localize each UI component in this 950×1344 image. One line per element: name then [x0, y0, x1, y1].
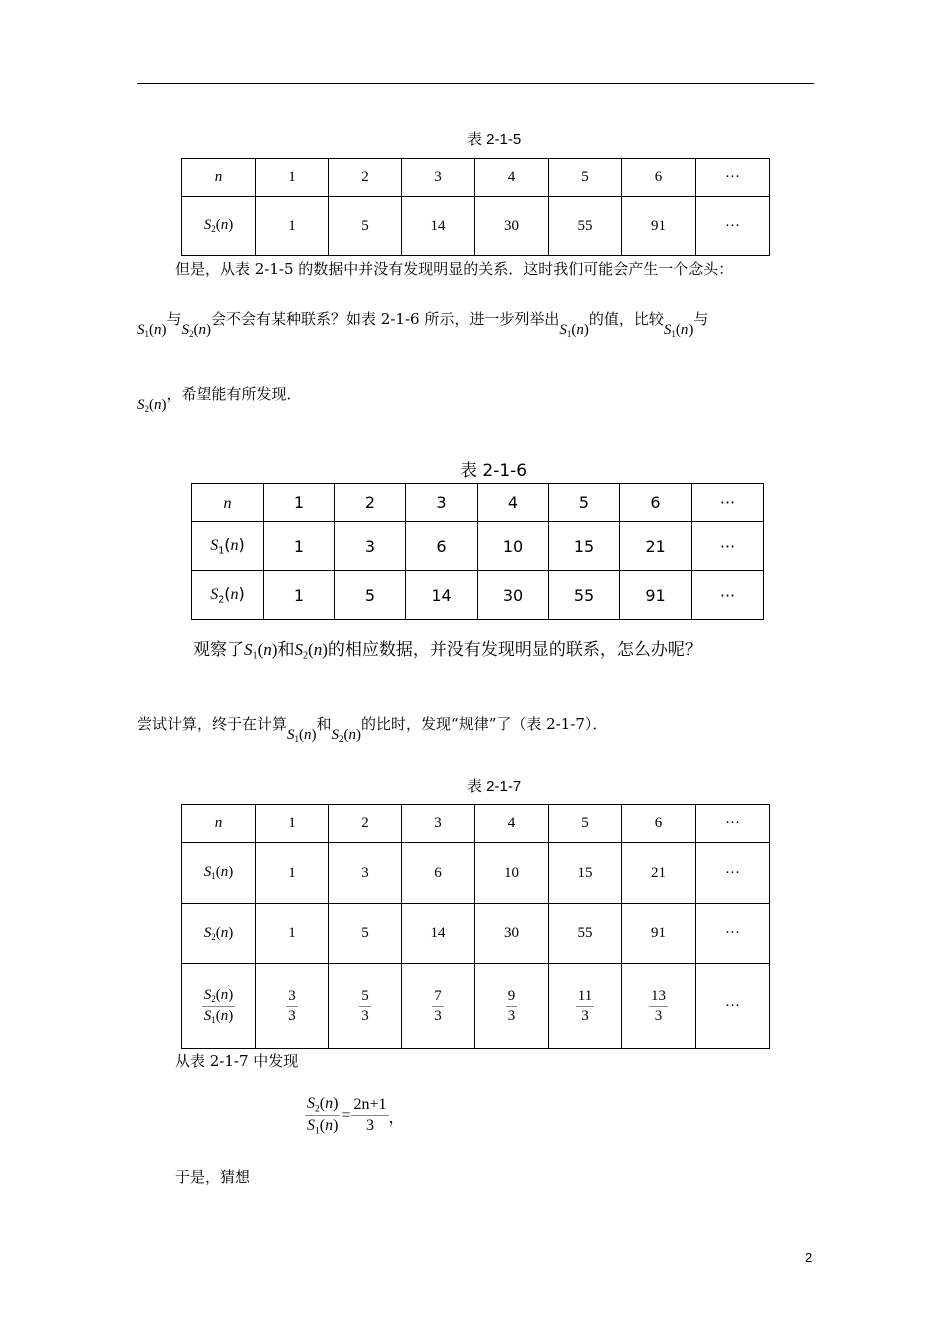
header-cell-n: n [182, 805, 256, 843]
table-2-1-5 [181, 158, 770, 256]
table-cell: 1 [264, 522, 335, 571]
row-label-s1: $S_1(n)$ [182, 843, 256, 904]
table-row-s1 [182, 843, 770, 904]
paragraph-5: 于是，猜想 [175, 1168, 251, 1186]
math-s2n: $S_2(n)$ [294, 640, 328, 662]
table-cell: 15 [549, 522, 620, 571]
paragraph-1-line-1: 但是，从表 2-1-5 的数据中并没有发现明显的关系．这时我们可能会产生一个念头： [175, 260, 734, 278]
row-label-s2: $S_2(n)$ [192, 571, 264, 620]
row-label-s2: $S_2(n)$ [182, 904, 256, 964]
paragraph-1-line-3: $S_2(n)$，希望能有所发现． [137, 385, 302, 415]
paragraph-4: 从表 2-1-7 中发现 [175, 1052, 299, 1070]
header-cell: ··· [696, 159, 770, 197]
table-row-ratio [182, 964, 770, 1049]
header-cell: ··· [696, 805, 770, 843]
table-2-1-5-caption: 表 2-1-5 [467, 131, 522, 148]
table-header-row [192, 484, 764, 522]
table-cell: 55 [549, 197, 622, 256]
table-cell: ··· [696, 904, 770, 964]
table-cell: 10 [475, 843, 549, 904]
table-cell: 55 [549, 571, 620, 620]
fraction-cell: $\frac{3}{3}$ [256, 964, 329, 1049]
paragraph-3: 尝试计算，终于在计算$S_1(n)$和$S_2(n)$的比时，发现“规律”了（表 2-1-7）． [137, 715, 608, 745]
ratio-fraction: $\frac{S_2(n)}{S_1(n)}$ [203, 987, 234, 1025]
header-cell: 3 [402, 159, 475, 197]
table-header-row [182, 805, 770, 843]
header-cell: 1 [264, 484, 335, 522]
table-2-1-7-caption: 表 2-1-7 [467, 778, 522, 795]
table-cell: 14 [402, 197, 475, 256]
table-cell: 3 [329, 843, 402, 904]
table-cell: 21 [620, 522, 692, 571]
math-s1n: $S_1(n)$ [287, 727, 317, 745]
table-row-s2 [192, 571, 764, 620]
table-cell: 1 [264, 571, 335, 620]
table-cell: 91 [622, 197, 696, 256]
table-row-s1 [192, 522, 764, 571]
table-cell: 21 [622, 843, 696, 904]
table-cell: 14 [406, 571, 478, 620]
fraction-cell: $\frac{9}{3}$ [475, 964, 549, 1049]
header-cell: 6 [620, 484, 692, 522]
fraction-cell: $\frac{5}{3}$ [329, 964, 402, 1049]
row-label-s1: $S_1(n)$ [192, 522, 264, 571]
header-cell: 3 [402, 805, 475, 843]
header-cell: 6 [622, 805, 696, 843]
header-cell: 2 [335, 484, 406, 522]
table-cell: ··· [696, 843, 770, 904]
math-s2n: $S_2(n)$ [137, 397, 167, 415]
table-cell: 15 [549, 843, 622, 904]
header-cell: 5 [549, 159, 622, 197]
table-2-1-7 [181, 804, 770, 1049]
table-2-1-6-caption: 表 2-1-6 [460, 461, 528, 481]
header-cell: 2 [329, 159, 402, 197]
table-row-s2 [182, 197, 770, 256]
header-cell: 3 [406, 484, 478, 522]
table-cell: 3 [335, 522, 406, 571]
table-cell: 5 [329, 904, 402, 964]
header-cell: 1 [256, 805, 329, 843]
header-cell: 5 [549, 805, 622, 843]
table-cell: 55 [549, 904, 622, 964]
table-cell: 30 [475, 197, 549, 256]
table-cell: 1 [256, 197, 329, 256]
header-cell: 4 [475, 159, 549, 197]
table-2-1-6 [191, 483, 764, 620]
header-rule [137, 83, 814, 84]
table-header-row [182, 159, 770, 197]
table-cell: 1 [256, 904, 329, 964]
page-number: 2 [805, 1250, 813, 1265]
table-cell: 91 [620, 571, 692, 620]
fraction-cell: $\frac{13}{3}$ [622, 964, 696, 1049]
table-cell: 1 [256, 843, 329, 904]
table-cell: 30 [475, 904, 549, 964]
header-cell-n: n [192, 484, 264, 522]
math-s1n: $S_1(n)$ [137, 322, 167, 340]
header-cell: 6 [622, 159, 696, 197]
header-cell: 4 [478, 484, 549, 522]
table-cell: 10 [478, 522, 549, 571]
header-cell: 2 [329, 805, 402, 843]
table-cell: ··· [692, 522, 764, 571]
fraction-cell: $\frac{7}{3}$ [402, 964, 475, 1049]
header-cell-n: n [182, 159, 256, 197]
paragraph-1-line-2: $S_1(n)$与$S_2(n)$会不会有某种联系？如表 2-1-6 所示，进一步列举出$S_1(n)$的值，比较$S_1(n)$与 [137, 310, 709, 340]
table-cell: 91 [622, 904, 696, 964]
table-cell: ··· [696, 964, 770, 1049]
formula-lhs: $\frac{S_2(n)}{S_1(n)}$ [307, 1095, 339, 1137]
table-cell: 30 [478, 571, 549, 620]
table-cell: 6 [406, 522, 478, 571]
math-s2n: $S_2(n)$ [181, 322, 212, 340]
header-cell: 5 [549, 484, 620, 522]
formula-rhs: $\frac{2n+1}{3}$ [353, 1096, 387, 1135]
math-s1n: $S_1(n)$ [244, 640, 278, 662]
header-cell: ··· [692, 484, 764, 522]
table-cell: 14 [402, 904, 475, 964]
row-label-ratio [182, 964, 256, 1049]
math-s2n: $S_2(n)$ [331, 727, 362, 745]
ratio-formula: $\frac{S_2(n)}{S_1(n)}$ = $\frac{2n+1}{3}$ ， [307, 1095, 405, 1137]
paragraph-2: 观察了$S_1(n)$和$S_2(n)$的相应数据，并没有发现明显的联系，怎么办呢？ [193, 640, 702, 662]
row-label-s2: $S_2(n)$ [182, 197, 256, 256]
table-cell: ··· [692, 571, 764, 620]
table-cell: ··· [696, 197, 770, 256]
math-s1n: $S_1(n)$ [663, 322, 694, 340]
table-cell: 5 [329, 197, 402, 256]
table-cell: 6 [402, 843, 475, 904]
fraction-cell: $\frac{11}{3}$ [549, 964, 622, 1049]
header-cell: 4 [475, 805, 549, 843]
table-cell: 5 [335, 571, 406, 620]
header-cell: 1 [256, 159, 329, 197]
table-row-s2 [182, 904, 770, 964]
math-s1n: $S_1(n)$ [559, 322, 589, 340]
